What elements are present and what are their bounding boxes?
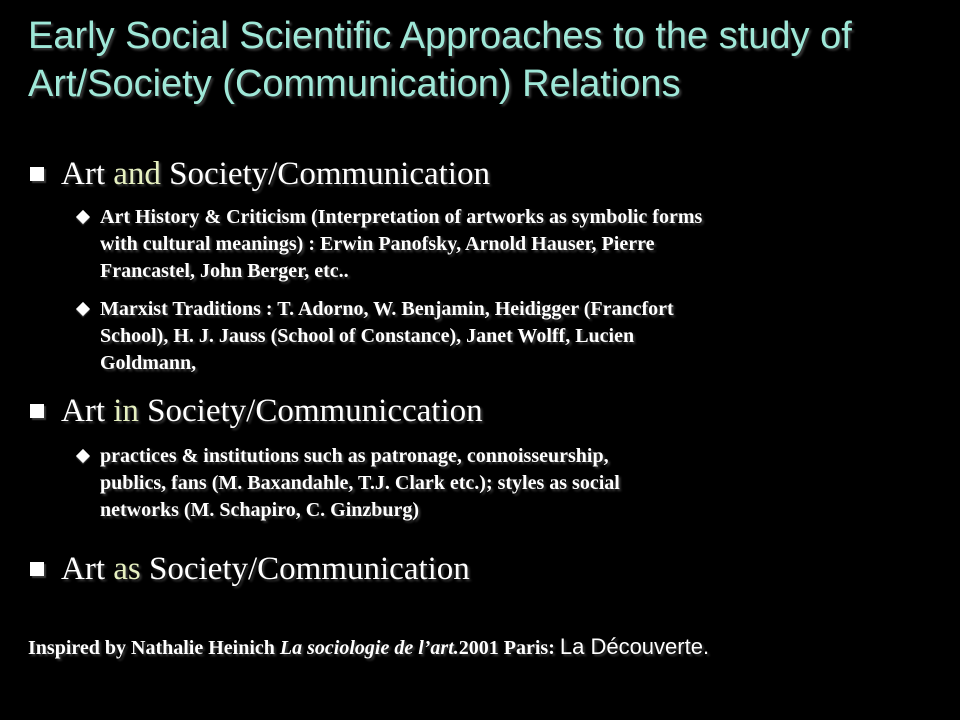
- subitem-line: Goldmann,: [100, 352, 197, 374]
- subitem-line: networks (M. Schapiro, C. Ginzburg): [100, 499, 420, 521]
- source-citation: [28, 632, 709, 663]
- section-heading: [61, 392, 483, 430]
- heading-highlight: and: [113, 156, 161, 192]
- section-heading: [61, 550, 470, 588]
- heading-prefix: Art: [61, 156, 114, 192]
- heading-prefix: Art: [61, 551, 114, 587]
- citation-lead: Inspired by Nathalie Heinich: [28, 637, 280, 659]
- heading-highlight: as: [113, 551, 141, 587]
- slide-title: [28, 12, 938, 108]
- subitem-line: Art History & Criticism (Interpretation of artworks as symbolic forms: [100, 206, 703, 228]
- diamond-bullet-icon: [76, 302, 90, 316]
- subitem-line: School), H. J. Jauss (School of Constance), Janet Wolff, Lucien: [100, 325, 635, 347]
- subitem-line: with cultural meanings) : Erwin Panofsky, Arnold Hauser, Pierre: [100, 233, 655, 255]
- subitem-line: practices & institutions such as patronage, connoisseurship,: [100, 445, 609, 467]
- subitem-text: [100, 204, 820, 285]
- square-bullet-icon: [30, 404, 44, 418]
- heading-suffix: Society/Communiccation: [138, 393, 483, 429]
- subitem-line: publics, fans (M. Baxandahle, T.J. Clark etc.); styles as social: [100, 472, 620, 494]
- heading-prefix: Art: [61, 393, 114, 429]
- heading-suffix: Society/Communication: [140, 551, 470, 587]
- section-heading: [61, 155, 490, 193]
- citation-book-title: La sociologie de l’art.: [279, 637, 459, 659]
- subitem-line: Marxist Traditions : T. Adorno, W. Benjamin, Heidigger (Francfort: [100, 298, 674, 320]
- title-line-1: Early Social Scientific Approaches to the study of: [28, 15, 852, 57]
- square-bullet-icon: [30, 562, 44, 576]
- citation-publisher: La Découverte.: [559, 634, 710, 659]
- title-line-2: Art/Society (Communication) Relations: [28, 63, 681, 105]
- subitem-text: [100, 296, 820, 377]
- citation-details: 2001 Paris:: [458, 637, 560, 659]
- subitem-text: [100, 443, 820, 524]
- heading-suffix: Society/Communication: [160, 156, 490, 192]
- diamond-bullet-icon: [76, 449, 90, 463]
- subitem-line: Francastel, John Berger, etc..: [100, 260, 349, 282]
- diamond-bullet-icon: [76, 210, 90, 224]
- heading-highlight: in: [113, 393, 139, 429]
- square-bullet-icon: [30, 167, 44, 181]
